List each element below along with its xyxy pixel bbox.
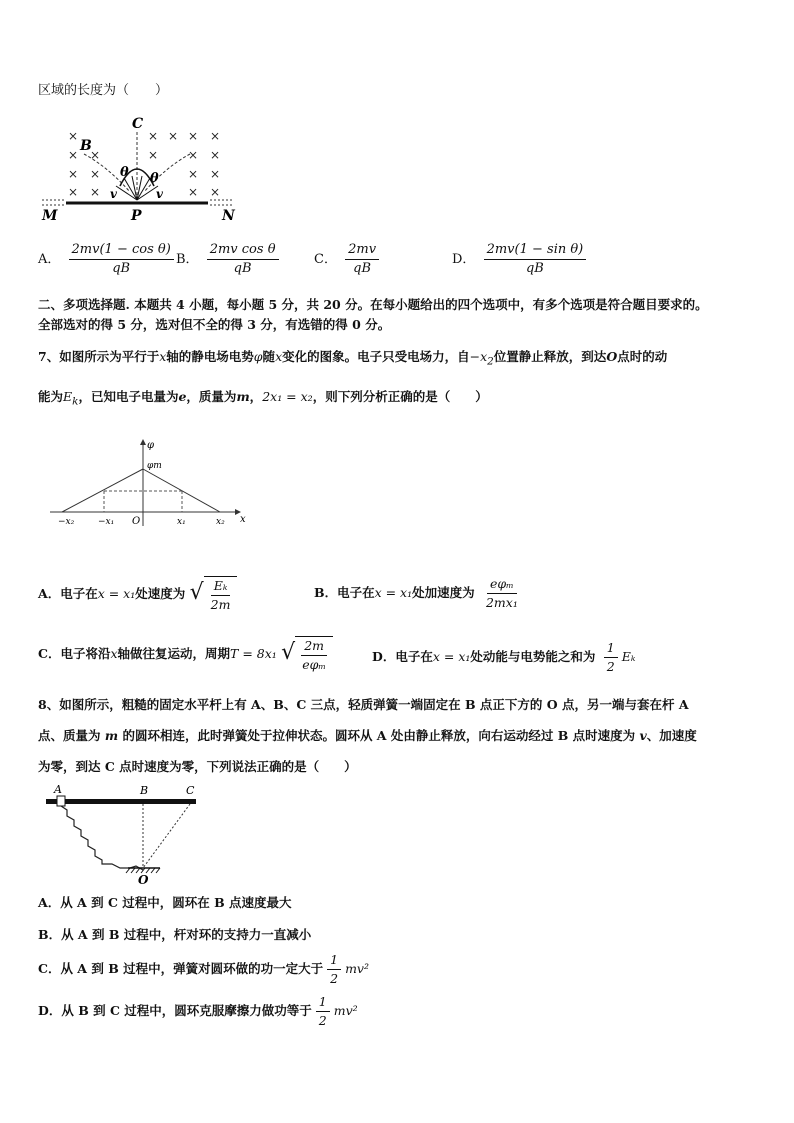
cross: × (148, 129, 159, 143)
q8-option-d: D．从 B 到 C 过程中，圆环克服摩擦力做功等于 $\frac{1}{2}$ mv² (38, 994, 358, 1028)
phi-m-label: φm (147, 461, 162, 471)
cross: × (210, 129, 221, 143)
q7-option-c: C．电子将沿x轴做往复运动，周期T = 8x₁ √ $\frac{2m}{\text{eφₘ}}$ (38, 636, 333, 673)
q6-option-a: A． $\frac{\text{2mv(1 − cos θ)}}{qB}$ (38, 242, 178, 277)
cross: × (210, 148, 221, 162)
cross: × (188, 148, 199, 162)
cross: × (68, 167, 79, 181)
label-v-left: v (110, 187, 117, 201)
cross: × (210, 185, 221, 199)
tick-neg-x1: −x₁ (98, 517, 115, 527)
label-n: N (222, 208, 235, 224)
label-theta-left: θ (120, 165, 129, 180)
cross: × (148, 148, 159, 162)
q6-option-b: B． $\frac{\text{2mv cos θ}}{qB}$ (176, 242, 283, 277)
q7-potential-graph (40, 436, 260, 532)
q8-stem-line2: 点、质量为 m 的圆环相连，此时弹簧处于拉伸状态。圆环从 A 处由静止释放，向右运动经过 B 点时速度为 v、加速度 (38, 728, 697, 743)
q7-option-a: A．电子在x = x₁处速度为 √ $\frac{\text{Eₖ}}{2m}$ (38, 576, 237, 613)
q6-option-c: C． $\frac{2mv}{qB}$ (314, 242, 383, 277)
origin-label: O (132, 516, 141, 527)
label-v-right: v (156, 187, 163, 201)
q8-option-a: A．从 A 到 C 过程中，圆环在 B 点速度最大 (38, 895, 292, 910)
label-m: M (42, 208, 58, 224)
label-c: C (132, 116, 144, 132)
cross: × (68, 185, 79, 199)
label-a: A (54, 783, 62, 796)
q7-stem-line1: 7、如图所示为平行于x轴的静电场电势φ随x变化的图象。电子只受电场力，自$-x_2$位置静止释放，到达O点时的动 (38, 349, 668, 368)
label-p: P (131, 208, 142, 224)
cross: × (188, 167, 199, 181)
cross: × (188, 129, 199, 143)
cross: × (68, 148, 79, 162)
cross: × (90, 148, 101, 162)
tick-x1: x₁ (177, 517, 186, 527)
q6-option-d: D． $\frac{\text{2mv(1 − sin θ)}}{qB}$ (452, 242, 590, 277)
cross: × (210, 167, 221, 181)
q7-option-b: B．电子在x = x₁处加速度为 $\frac{\text{eφₘ}}{\text{2mx₁}}$ (314, 576, 518, 610)
q6-stem: 区域的长度为（ ） (38, 83, 169, 98)
tick-neg-x2: −x₂ (58, 517, 75, 527)
label-c: C (186, 784, 195, 797)
q8-option-b: B．从 A 到 B 过程中，杆对环的支持力一直减小 (38, 927, 312, 942)
q8-stem-line3: 为零，到达 C 点时速度为零，下列说法正确的是（ ） (38, 759, 357, 774)
q7-stem-line2: 能为$E_k$，已知电子电量为e，质量为m，2x₁ = x₂，则下列分析正确的是（ ） (38, 389, 488, 408)
cross: × (90, 185, 101, 199)
tick-x2: x₂ (216, 517, 225, 527)
cross: × (90, 167, 101, 181)
label-o: O (138, 873, 149, 886)
q8-option-c: C．从 A 到 B 过程中，弹簧对圆环做的功一定大于 $\frac{1}{2}$ mv² (38, 952, 370, 986)
label-theta-right: θ (150, 171, 159, 186)
q7-option-d: D．电子在x = x₁处动能与电势能之和为 $\frac{1}{2}$ Eₖ (372, 640, 636, 674)
cross: × (188, 185, 199, 199)
q8-stem-line1: 8、如图所示，粗糙的固定水平杆上有 A、B、C 三点，轻质弹簧一端固定在 B 点正下方的 O 点，另一端与套在杆 A (38, 697, 689, 712)
cross: × (168, 129, 179, 143)
label-b: B (80, 138, 92, 154)
label-b: B (140, 784, 149, 797)
cross: × (68, 129, 79, 143)
q6-field-figure (38, 112, 248, 224)
q8-rod-spring-figure (40, 782, 210, 886)
axis-x: x (240, 514, 246, 525)
section2-line2: 全部选对的得 5 分，选对但不全的得 3 分，有选错的得 0 分。 (38, 317, 391, 332)
axis-phi: φ (147, 440, 155, 451)
section2-line1: 二、多项选择题. 本题共 4 小题，每小题 5 分，共 20 分。在每小题给出的四个选项中，有多个选项是符合题目要求的。 (38, 297, 708, 312)
